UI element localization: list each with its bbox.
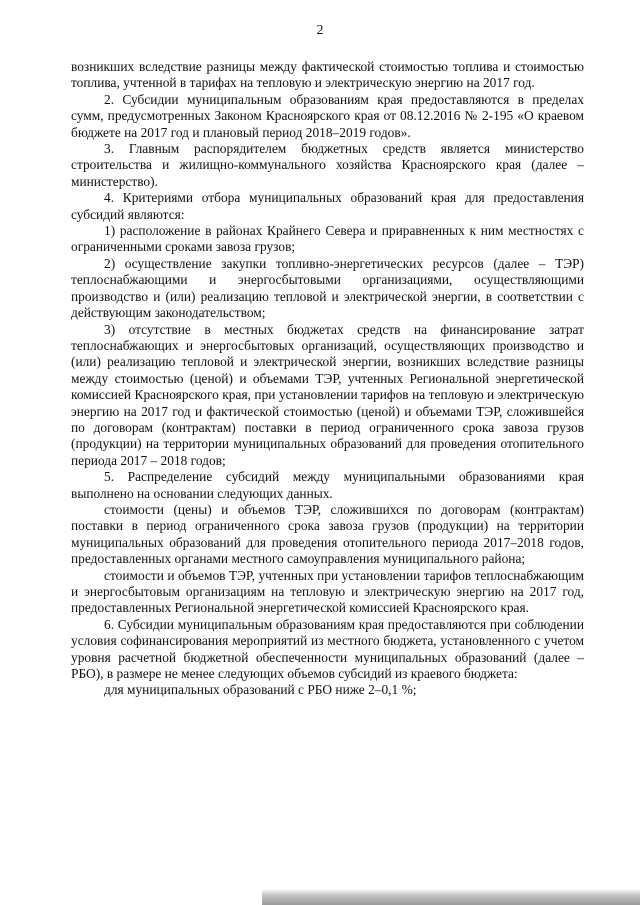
paragraph-6-cofinancing: 6. Субсидии муниципальным образованиям края предоставляются при соблюдении условия софинансирования мероприятий из местного бюджета, установленного с учетом уровня расчетной бюджетной обеспеченности муниципальных образований (далее – РБО), в размере не менее следующих объемов субсидий из краевого бюджета: bbox=[71, 616, 584, 682]
scan-shadow-edge bbox=[262, 889, 640, 905]
paragraph-continuation: возникших вследствие разницы между фактической стоимостью топлива и стоимостью топлива, учтенной в тарифах на тепловую и электрическую энергию на 2017 год. bbox=[71, 59, 584, 91]
paragraph-5-distribution: 5. Распределение субсидий между муниципальными образованиями края выполнено на основании следующих данных. bbox=[71, 469, 584, 501]
cofinancing-rbo-level: для муниципальных образований с РБО ниже 2–0,1 %; bbox=[104, 682, 417, 698]
document-body bbox=[71, 59, 584, 699]
distribution-data-tariffs: стоимости и объемов ТЭР, учтенных при установлении тарифов теплоснабжающим и энергосбытовым организациям на тепловую и электрическую энергию на 2017 год, предоставленных Региональной энергетической комиссией Красноярского края. bbox=[71, 567, 584, 616]
criterion-1-far-north: 1) расположение в районах Крайнего Севера и приравненных к ним местностях с ограниченными сроками завоза грузов; bbox=[71, 223, 584, 255]
paragraph-3-budget-administrator: 3. Главным распорядителем бюджетных средств является министерство строительства и жилищно-коммунального хозяйства Красноярского края (далее – министерство). bbox=[71, 141, 584, 189]
page-number: 2 bbox=[316, 23, 324, 38]
criterion-3-budget-shortfall: 3) отсутствие в местных бюджетах средств на финансирование затрат теплоснабжающих и энергосбытовых организаций, осуществляющих производство и (или) реализацию тепловой и электрической энергии, возникших вследствие разницы между стоимостью (ценой) и объемами ТЭР, учтенных Региональной энергетической комиссией Красноярского края, при установлении тарифов на тепловую и электрическую энергию на 2017 год и фактической стоимостью (ценой) и объемами ТЭР, сложившейся по договорам (контрактам) поставки в период ограниченного срока завоза грузов (продукции) на территории муниципальных образований для проведения отопительного периода 2017 – 2018 годов; bbox=[71, 321, 584, 468]
criterion-2-fuel-purchase: 2) осуществление закупки топливно-энергетических ресурсов (далее – ТЭР) теплоснабжающими и энергосбытовыми организациями, осуществляющими производство и (или) реализацию тепловой и электрической энергии, в соответствии с действующим законодательством; bbox=[71, 255, 584, 321]
distribution-data-contracts: стоимости (цены) и объемов ТЭР, сложившихся по договорам (контрактам) поставки в период ограниченного срока завоза грузов (продукции) на территории муниципальных образований для проведения отопительного периода 2017–2018 годов, предоставленных органами местного самоуправления муниципального района; bbox=[71, 501, 584, 567]
paragraph-4-selection-criteria: 4. Критериями отбора муниципальных образований края для предоставления субсидий являются: bbox=[71, 190, 584, 222]
paragraph-2-subsidy-limits: 2. Субсидии муниципальным образованиям края предоставляются в пределах сумм, предусмотренных Законом Красноярского края от 08.12.2016 № 2-195 «О краевом бюджете на 2017 год и плановый период 2018–2019 годов». bbox=[71, 91, 584, 140]
